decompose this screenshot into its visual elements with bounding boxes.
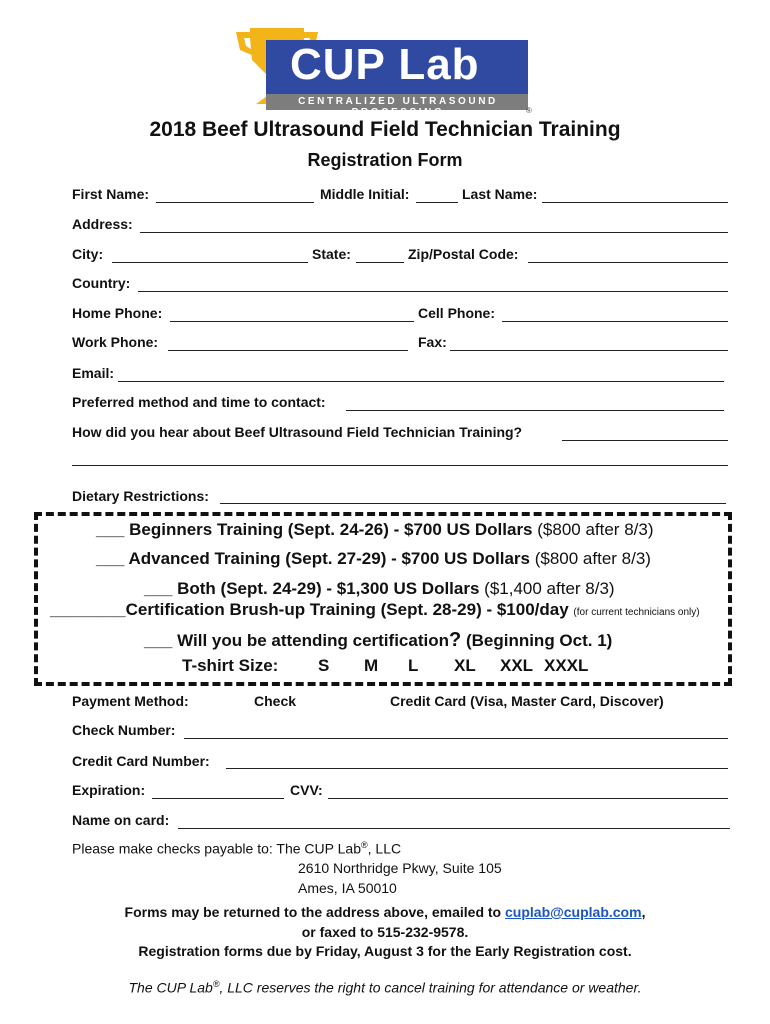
- fax-instructions: or faxed to 515-232-9578.: [301, 924, 469, 940]
- zip-label: Zip/Postal Code:: [408, 246, 519, 262]
- preferred-contact-field[interactable]: [346, 410, 724, 411]
- country-field[interactable]: [138, 291, 728, 292]
- due-date-note: Registration forms due by Friday, August 3 for the Early Registration cost.: [138, 943, 632, 959]
- email-field[interactable]: [118, 381, 724, 382]
- cell-phone-field[interactable]: [502, 321, 728, 322]
- option-both-text: Both (Sept. 24-29) - $1,300 US Dollars: [177, 579, 480, 598]
- option-brushup-text: Certification Brush-up Training (Sept. 28-29) - $100/day: [125, 600, 569, 619]
- option-certification[interactable]: [144, 629, 612, 652]
- expiration-field[interactable]: [152, 798, 284, 799]
- option-beginners[interactable]: [96, 520, 654, 540]
- first-name-label: First Name:: [72, 186, 150, 202]
- state-field[interactable]: [356, 262, 404, 263]
- cvv-label: CVV:: [290, 782, 323, 798]
- card-number-field[interactable]: [226, 768, 728, 769]
- home-phone-field[interactable]: [170, 321, 414, 322]
- state-label: State:: [312, 246, 351, 262]
- email-label: Email:: [72, 365, 115, 381]
- disclaimer-start: The CUP Lab: [128, 979, 213, 996]
- expiration-label: Expiration:: [72, 782, 146, 798]
- zip-field[interactable]: [528, 262, 728, 263]
- return-instructions: [0, 904, 770, 920]
- city-label: City:: [72, 246, 104, 262]
- payable-reg-mark: ®: [360, 840, 368, 850]
- cell-phone-label: Cell Phone:: [418, 305, 496, 321]
- name-on-card-field[interactable]: [178, 828, 730, 829]
- logo-registered: ®: [526, 106, 532, 115]
- tshirt-size-m[interactable]: M: [364, 656, 379, 675]
- how-heard-field[interactable]: [562, 440, 728, 441]
- middle-initial-label: Middle Initial:: [320, 186, 410, 202]
- option-advanced-late: ($800 after 8/3): [534, 549, 651, 568]
- last-name-field[interactable]: [542, 202, 728, 203]
- tshirt-size-s[interactable]: S: [318, 656, 330, 675]
- tshirt-size-xl[interactable]: XL: [454, 656, 476, 675]
- fax-field[interactable]: [450, 350, 728, 351]
- last-name-label: Last Name:: [462, 186, 538, 202]
- preferred-contact-label: Preferred method and time to contact:: [72, 394, 326, 410]
- city-field[interactable]: [112, 262, 308, 263]
- option-advanced-text: Advanced Training (Sept. 27-29) - $700 US Dollars: [128, 549, 530, 568]
- payable-to-line: [72, 840, 401, 857]
- how-heard-label: How did you hear about Beef Ultrasound Field Technician Training?: [72, 424, 523, 440]
- tshirt-size-xxxl[interactable]: XXXL: [544, 656, 589, 675]
- home-phone-label: Home Phone:: [72, 305, 163, 321]
- option-certification-question: ?: [448, 629, 462, 651]
- payment-method-label: Payment Method:: [72, 693, 189, 709]
- option-both-blank[interactable]: ___: [144, 579, 173, 598]
- address-field[interactable]: [140, 232, 728, 233]
- work-phone-label: Work Phone:: [72, 334, 159, 350]
- payable-llc: , LLC: [367, 840, 402, 857]
- work-phone-field[interactable]: [168, 350, 408, 351]
- option-beginners-text: Beginners Training (Sept. 24-26) - $700 US Dollars: [129, 520, 533, 539]
- fax-label: Fax:: [418, 334, 447, 350]
- option-certification-text: Will you be attending certification: [177, 631, 449, 650]
- tshirt-size-label: T-shirt Size:: [182, 656, 279, 675]
- address-label: Address:: [72, 216, 133, 232]
- payment-check-option[interactable]: Check: [254, 693, 297, 709]
- option-brushup[interactable]: [50, 600, 700, 620]
- dietary-field[interactable]: [220, 503, 726, 504]
- first-name-field[interactable]: [156, 202, 314, 203]
- how-heard-field-continued[interactable]: [72, 465, 728, 466]
- option-beginners-late: ($800 after 8/3): [537, 520, 654, 539]
- option-brushup-note: (for current technicians only): [573, 607, 700, 618]
- page-title: 2018 Beef Ultrasound Field Technician Training: [149, 118, 621, 141]
- return-prefix: Forms may be returned to the address above, emailed to: [124, 904, 502, 920]
- option-certification-date: (Beginning Oct. 1): [465, 631, 613, 650]
- payment-credit-option[interactable]: Credit Card (Visa, Master Card, Discover): [390, 693, 664, 709]
- cvv-field[interactable]: [328, 798, 728, 799]
- logo-brand: CUP Lab: [290, 40, 480, 89]
- return-suffix: ,: [641, 904, 646, 920]
- check-number-field[interactable]: [184, 738, 728, 739]
- option-both[interactable]: [144, 579, 615, 599]
- card-number-label: Credit Card Number:: [72, 753, 210, 769]
- check-number-label: Check Number:: [72, 722, 176, 738]
- disclaimer-reg-mark: ®: [212, 979, 220, 989]
- payable-street: 2610 Northridge Pkwy, Suite 105: [298, 860, 502, 876]
- country-label: Country:: [72, 275, 131, 291]
- logo-tagline: CENTRALIZED ULTRASOUND PROCESSING: [298, 96, 498, 118]
- tshirt-size-xxl[interactable]: XXL: [500, 656, 534, 675]
- page-subtitle: Registration Form: [307, 150, 463, 170]
- option-advanced[interactable]: [96, 549, 651, 569]
- option-both-late: ($1,400 after 8/3): [484, 579, 615, 598]
- tshirt-size-l[interactable]: L: [408, 656, 419, 675]
- option-certification-blank[interactable]: ___: [144, 631, 173, 650]
- payable-city: Ames, IA 50010: [298, 880, 397, 896]
- disclaimer-end: , LLC reserves the right to cancel training for attendance or weather.: [219, 979, 642, 996]
- email-link[interactable]: cuplab@cuplab.com: [505, 904, 642, 920]
- name-on-card-label: Name on card:: [72, 812, 170, 828]
- cup-lab-logo: [232, 26, 532, 118]
- disclaimer: [0, 979, 770, 996]
- payable-to-text: Please make checks payable to: The CUP Lab: [72, 840, 361, 857]
- middle-initial-field[interactable]: [416, 202, 458, 203]
- dietary-label: Dietary Restrictions:: [72, 488, 209, 504]
- option-advanced-blank[interactable]: ___: [96, 549, 125, 568]
- option-brushup-blank[interactable]: ________: [50, 600, 126, 619]
- option-beginners-blank[interactable]: ___: [96, 520, 125, 539]
